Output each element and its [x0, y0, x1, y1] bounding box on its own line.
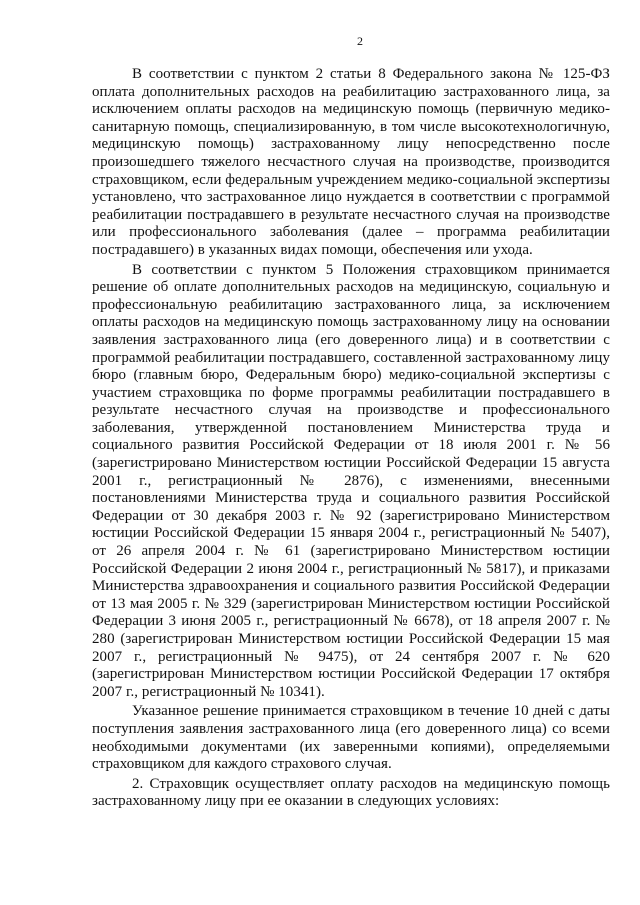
- paragraph-2: В соответствии с пунктом 5 Положения страховщиком принимается решение об оплате дополнительных расходов на медицинскую, социальную и профессиональную реабилитацию застрахованного лица, за исключением оплаты расходов на медицинскую помощь застрахованному лицу на основании заявления застрахованного лица (его доверенного лица) и в соответствии с программой реабилитации пострадавшего, составленной застрахованному лицу бюро (главным бюро, Федеральным бюро) медико-социальной экспертизы с участием страховщика по форме программы реабилитации пострадавшего в результате несчастного случая на производстве и профессионального заболевания, утвержденной постановлением Министерства труда и социального развития Российской Федерации от 18 июля 2001 г. № 56 (зарегистрировано Министерством юстиции Российской Федерации 15 августа 2001 г., регистрационный № 2876), с изменениями, внесенными постановлениями Министерства труда и социального развития Российской Федерации от 30 декабря 2003 г. № 92 (зарегистрировано Министерством юстиции Российской Федерации 15 января 2004 г., регистрационный № 5407), от 26 апреля 2004 г. № 61 (зарегистрировано Министерством юстиции Российской Федерации 2 июня 2004 г., регистрационный № 5817), и приказами Министерства здравоохранения и социального развития Российской Федерации от 13 мая 2005 г. № 329 (зарегистрирован Министерством юстиции Российской Федерации 3 июня 2005 г., регистрационный № 6678), от 18 апреля 2007 г. № 280 (зарегистрирован Министерством юстиции Российской Федерации 15 мая 2007 г., регистрационный № 9475), от 24 сентября 2007 г. № 620 (зарегистрирован Министерством юстиции Российской Федерации 17 октября 2007 г., регистрационный № 10341).: [92, 261, 610, 700]
- paragraph-4: 2. Страховщик осуществляет оплату расходов на медицинскую помощь застрахованному лицу при ее оказании в следующих условиях:: [92, 775, 610, 810]
- paragraph-3: Указанное решение принимается страховщиком в течение 10 дней с даты поступления заявления застрахованного лица (его доверенного лица) со всеми необходимыми документами (их заверенными копиями), определяемыми страховщиком для каждого страхового случая.: [92, 703, 610, 773]
- paragraph-1: В соответствии с пунктом 2 статьи 8 Федерального закона № 125-ФЗ оплата дополнительных расходов на реабилитацию застрахованного лица, за исключением оплаты расходов на медицинскую помощь (первичную медико-санитарную помощь, специализированную, в том числе высокотехнологичную, медицинскую помощь) застрахованному лицу непосредственно после произошедшего тяжелого несчастного случая на производстве, производится страховщиком, если федеральным учреждением медико-социальной экспертизы установлено, что застрахованное лицо нуждается в соответствии с программой реабилитации пострадавшего в результате несчастного случая на производстве или профессионального заболевания (далее – программа реабилитации пострадавшего) в указанных видах помощи, обеспечения или ухода.: [92, 66, 610, 258]
- page-number: 2: [357, 34, 363, 48]
